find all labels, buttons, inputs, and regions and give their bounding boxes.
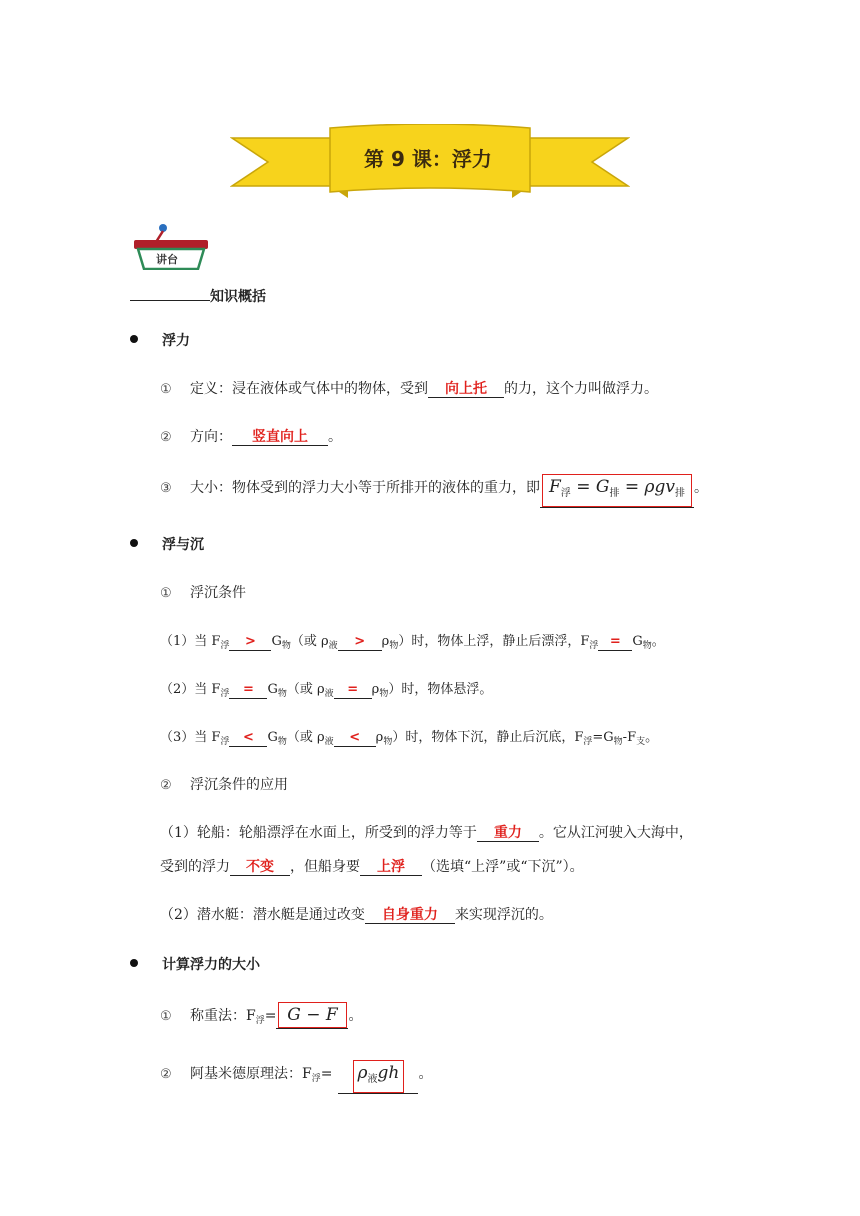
submarine-line: （2）潜水艇：潜水艇是通过改变 自身重力 来实现浮沉的。: [160, 907, 553, 923]
conditions-title: ① 浮沉条件: [160, 585, 246, 601]
archimedes-method: ② 阿基米德原理法：$F_浮= \rho_液gh$ 。: [160, 1060, 432, 1094]
section-calc-title: 计算浮力的大小: [130, 954, 260, 974]
overview-heading: 知识概括: [130, 286, 266, 306]
condition-1: （1）当 $F_浮 > G_物$（或 $\rho_液 > \rho_物$）时，物体上浮，静止后漂浮，$F_浮 = G_物$。: [160, 634, 665, 651]
section-float-sink-title: 浮与沉: [130, 534, 204, 554]
ship-line-2: 受到的浮力 不变 ，但船身要 上浮 （选填“上浮”或“下沉”）。: [160, 859, 584, 875]
section-buoyancy-title: 浮力: [130, 330, 190, 350]
condition-2: （2）当 $F_浮 = G_物$（或 $\rho_液 = \rho_物$）时，物体悬浮。: [160, 682, 493, 699]
answer-blank: 竖直向上: [232, 429, 328, 446]
lesson-title: 第 9 课：浮力: [364, 147, 492, 171]
answer-blank: 向上托: [428, 381, 504, 398]
buoyancy-direction: ② 方向： 竖直向上 。: [160, 429, 342, 445]
ship-line-1: （1）轮船：轮船漂浮在水面上，所受到的浮力等于 重力 。它从江河驶入大海中，: [160, 825, 693, 841]
podium-label: 讲台: [156, 253, 178, 266]
archimedes-formula: $\rho_液gh$: [353, 1060, 405, 1093]
buoyancy-magnitude: ③ 大小：物体受到的浮力大小等于所排开的液体的重力，即 $F_浮 = G_排 = \rho gv_排$ 。: [160, 474, 708, 508]
buoyancy-formula: $F_浮 = G_排 = \rho gv_排$: [542, 474, 692, 507]
buoyancy-definition: ① 定义：浸在液体或气体中的物体，受到 向上托 的力，这个力叫做浮力。: [160, 381, 658, 397]
weighing-formula: G − F: [278, 1002, 346, 1028]
condition-3: （3）当 $F_浮 < G_物$（或 $\rho_液 < \rho_物$）时，物体下沉，静止后沉底，$F_浮=G_物-F_支$。: [160, 730, 659, 747]
weighing-method: ① 称重法：$F_浮= G - F$ 。: [160, 1002, 362, 1029]
application-title: ② 浮沉条件的应用: [160, 777, 288, 793]
